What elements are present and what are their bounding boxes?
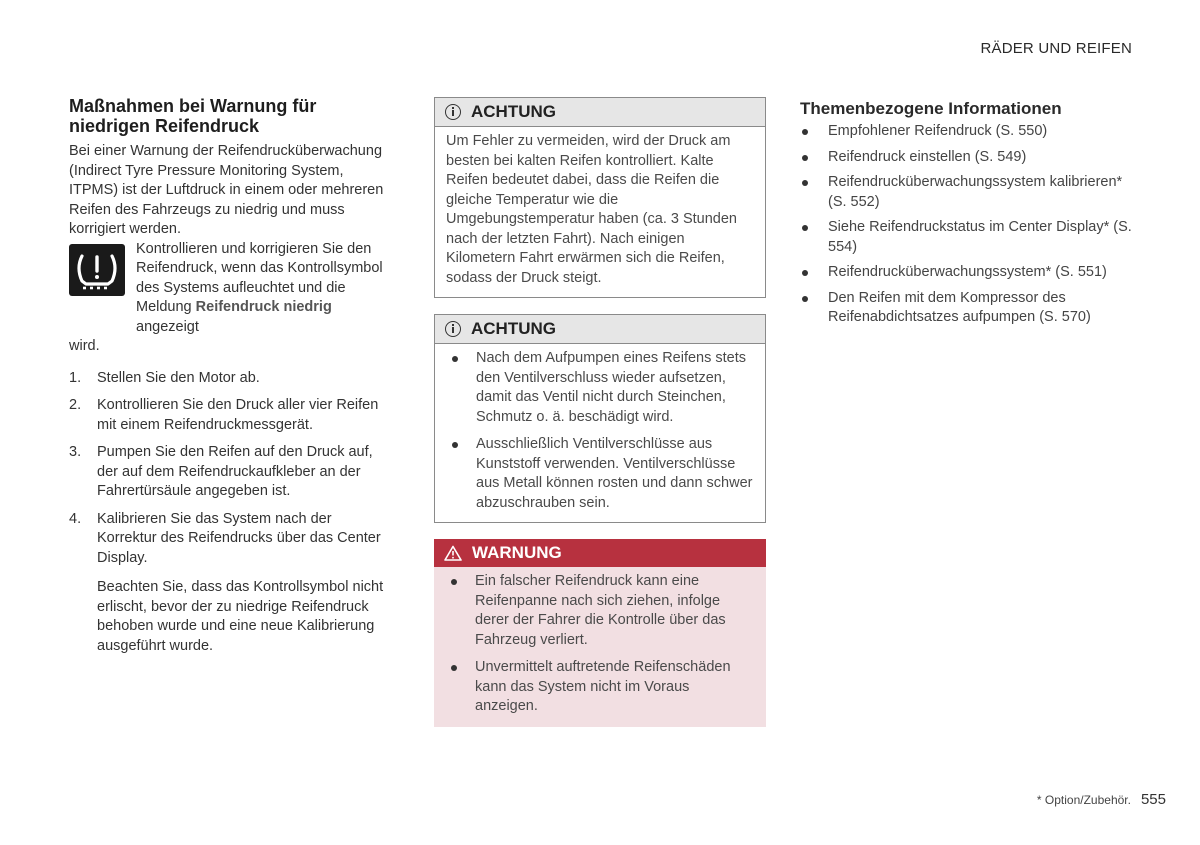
step-text: Pumpen Sie den Reifen auf den Druck auf, der auf dem Reifendruckaufkleber an der Fahrertürsäule angegeben ist. [97, 444, 373, 499]
tpms-instruction-end: angezeigt [136, 318, 199, 335]
right-column [800, 97, 1132, 334]
bullet-icon [452, 356, 458, 362]
related-link[interactable] [800, 218, 1132, 257]
bullet-icon [452, 442, 458, 448]
related-link[interactable] [800, 173, 1132, 212]
list-item [445, 658, 756, 717]
tpms-instruction [136, 240, 395, 338]
footnote: * Option/Zubehör. [1036, 793, 1131, 807]
notice-list [446, 349, 755, 513]
notice-title: ACHTUNG [471, 102, 556, 121]
related-info-heading: Themenbezogene Informationen [800, 99, 1062, 118]
warning-title: WARNUNG [472, 543, 562, 562]
notice-header [435, 98, 765, 127]
step-note: Beachten Sie, dass das Kontrollsymbol nicht erlischt, bevor der zu niedrige Reifendruck behoben wurde und eine neue Kalibrierung ausgeführt wurde. [97, 579, 384, 654]
list-item [445, 572, 756, 650]
list-item-text: Unvermittelt auftretende Reifenschäden kann das System nicht im Voraus anzeigen. [475, 659, 731, 714]
tpms-instruction-text: Kontrollieren und korrigieren Sie den Reifendruck, wenn das Kontrollsymbol des Systems aufleuchtet und die Meldung [136, 240, 383, 315]
left-column [69, 94, 395, 656]
section-heading: Maßnahmen bei Warnung für niedrigen Reifendruck [69, 96, 317, 136]
related-link-text: Empfohlener Reifendruck (S. 550) [828, 123, 1048, 139]
info-icon [445, 104, 461, 120]
bullet-icon [451, 579, 457, 585]
bullet-icon [451, 665, 457, 671]
related-link-text: Siehe Reifendruckstatus im Center Display* (S. 554) [828, 219, 1132, 255]
info-icon [445, 321, 461, 337]
step-text: Kalibrieren Sie das System nach der Korrektur des Reifendrucks über das Center Display. [97, 510, 381, 566]
intro-paragraph: Bei einer Warnung der Reifendrucküberwachung (Indirect Tyre Pressure Monitoring System, ITPMS) ist der Luftdruck in einem oder mehreren Reifen des Fahrzeugs zu niedrig und muss korrigiert werden. [69, 143, 384, 237]
bullet-icon [802, 180, 808, 186]
warning-body [434, 567, 766, 727]
related-link-text: Reifendrucküberwachungssystem* (S. 551) [828, 264, 1107, 280]
tire-pressure-warning-icon [69, 244, 125, 296]
list-item [446, 435, 755, 513]
list-item [69, 396, 395, 435]
page-number: 555 [1140, 791, 1166, 808]
warning-box [434, 539, 766, 727]
steps-list [69, 369, 395, 569]
bullet-icon [802, 270, 808, 276]
related-link-text: Reifendruck einstellen (S. 549) [828, 148, 1027, 165]
list-item [446, 349, 755, 427]
notice-box-cold-tyres [434, 97, 766, 298]
notice-text: Um Fehler zu vermeiden, wird der Druck am besten bei kalten Reifen kontrolliert. Kalte Reifen bedeutet dabei, dass die Reifen die gleiche Temperatur wie die Umgebungstemperatur haben (ca. 3 Stunden nach der letzten Fahrt). Nach einigen Kilometern Fahrt erwärmen sich die Reifen, sodass der Druck steigt. [446, 133, 737, 286]
step-number: 1. [69, 369, 82, 386]
list-item [69, 510, 395, 569]
related-link[interactable] [800, 122, 1132, 142]
notice-box-valve-caps [434, 314, 766, 523]
step-number: 3. [69, 444, 82, 460]
warning-triangle-icon [444, 545, 462, 561]
related-link[interactable] [800, 148, 1132, 168]
tpms-instruction-tail: wird. [69, 338, 100, 354]
notice-title: ACHTUNG [471, 319, 556, 338]
step-text: Kontrollieren Sie den Druck aller vier Reifen mit einem Reifendruckmessgerät. [97, 397, 379, 433]
list-item [69, 443, 395, 502]
related-link[interactable] [800, 263, 1132, 283]
list-item [69, 369, 395, 389]
step-text: Stellen Sie den Motor ab. [97, 369, 260, 386]
list-item-text: Ausschließlich Ventilverschlüsse aus Kunststoff verwenden. Ventilverschlüsse aus Metall können rosten und dann schwer abzuschrauben sein. [476, 436, 753, 511]
page-footer [1037, 791, 1166, 808]
bullet-icon [802, 155, 808, 161]
warning-header [434, 539, 766, 567]
list-item-text: Nach dem Aufpumpen eines Reifens stets den Ventilverschluss wieder aufsetzen, damit das Ventil nicht durch Steinchen, Schmutz o. ä. beschädigt wird. [476, 350, 747, 425]
message-reifendruck-niedrig: Reifendruck niedrig [195, 299, 332, 315]
running-title: RÄDER UND REIFEN [980, 40, 1132, 57]
list-item-text: Ein falscher Reifendruck kann eine Reifenpanne nach sich ziehen, infolge derer der Fahrer die Kontrolle über das Fahrzeug verliert. [475, 573, 726, 648]
notice-body [435, 344, 765, 522]
warning-list [445, 572, 756, 717]
related-link[interactable] [800, 289, 1132, 328]
bullet-icon [802, 296, 808, 302]
step-number: 2. [69, 397, 82, 413]
related-link-text: Reifendrucküberwachungssystem kalibrieren* (S. 552) [828, 174, 1123, 210]
notice-header [435, 315, 765, 344]
related-link-text: Den Reifen mit dem Kompressor des Reifenabdichtsatzes aufpumpen (S. 570) [828, 289, 1091, 325]
bullet-icon [802, 225, 808, 231]
middle-column [434, 97, 766, 727]
related-links-list [800, 122, 1132, 328]
bullet-icon [802, 129, 808, 135]
tpms-symbol-block [69, 240, 395, 338]
step-number: 4. [69, 510, 82, 527]
